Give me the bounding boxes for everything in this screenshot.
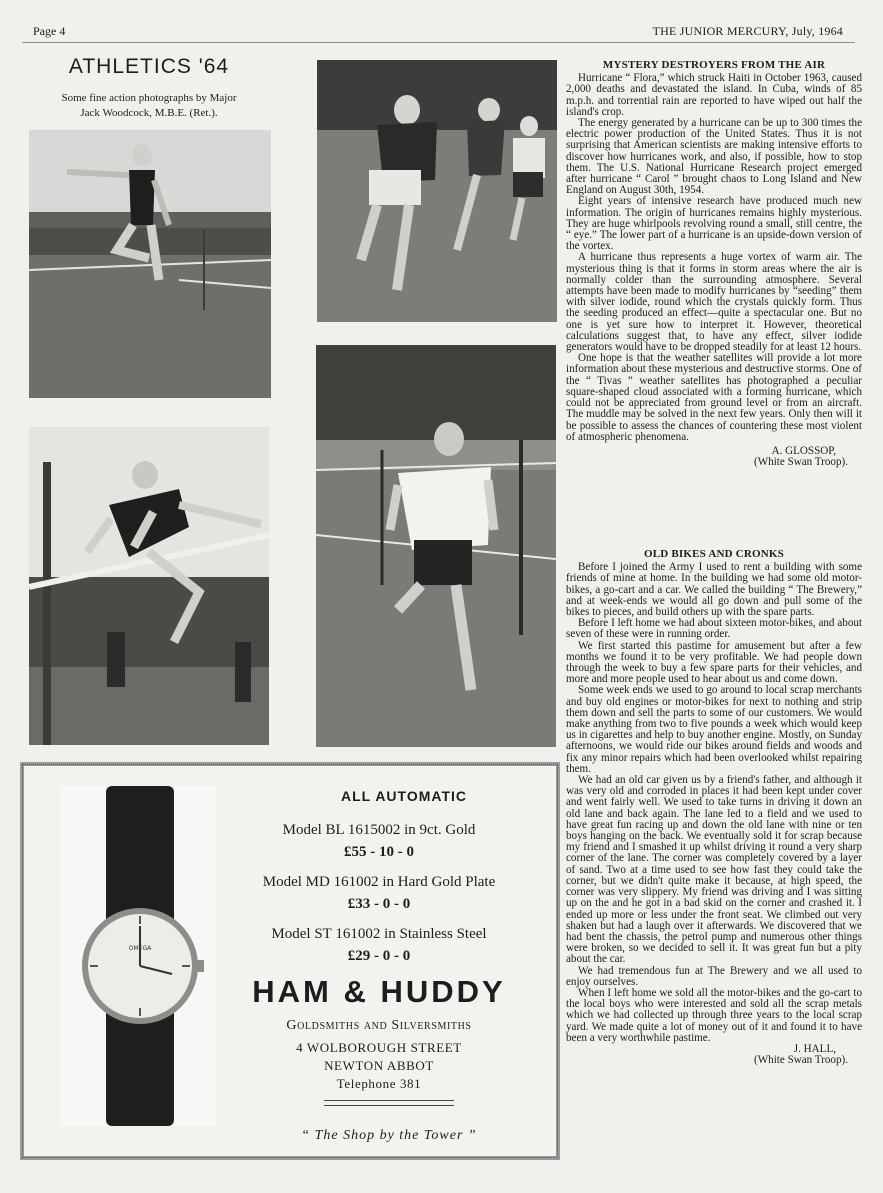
article2-author: J. HALL, <box>793 1042 836 1055</box>
article2-paragraph: We had an old car given us by a friend's father, and although it was very old and corroded in places it had been kept under cover and went fairly well. We used to take turns in driving it down an old lane and back again. The lane led to a field and we used to have great fun racing up and down the old lane with nine or ten boys hanging on the back. We eventually sold it for scrap because my friend and I smashed it up whilst driving it round a very sharp corner of the lane. The corner was completely covered by a layer of sand. Two at a time used to see how fast they could take the corner, but we didn't quite make it because, at high speed, the corner was very slippery. My friend was driving and I was sitting up on the and he got in a bad skid on the corner and crashed it. I ended up more or less under the front seat. We climbed out very shaken but had a laugh over it afterwards. We discovered that we had bent the chassis, the petrol pump and numerous other things were broken, so we decided to sell it. It was great fun but a pity about the car. <box>566 774 862 966</box>
article1-paragraph: One hope is that the weather satellites will provide a lot more information about these mysterious and destructive storms. One of the “ Tivas ” weather satellites has photographed a peculiar square-shaped cloud associated with a forming hurricane, which could not be appreciated from ground level or from an aircraft. The muddle may be solved in the next few years. Only then will it be possible to assess the chances of countering these most violent of atmospheric phenomena. <box>566 352 862 443</box>
model-st-name: Model ST 161002 in Stainless Steel <box>271 926 487 942</box>
shop-town: NEWTON ABBOT <box>324 1058 434 1073</box>
article2-paragraph: We first started this pastime for amusement but after a few months we found it to be very profitable. We had people down through the week to buy a few spare parts for their vehicles, and more and more people used to hear about us and come down. <box>566 639 862 686</box>
ham-huddy-advert <box>20 762 560 1160</box>
athletics-title: ATHLETICS '64 <box>68 55 230 78</box>
article2-paragraph: When I left home we sold all the motor-bikes and the go-cart to the local boys who were interested and sold all the scrap metals which we had collected up through three years to the local scrap yard. We made quite a lot of money out of it and found it to have been a very worthwhile pastime. <box>566 986 862 1044</box>
article1-paragraph: The energy generated by a hurricane can be up to 300 times the electric power production of the United States. Thus it is not surprising that American scientists are making intensive efforts to discover how hurricanes work, and also, if possible, how to stop them. The U.S. National Hurricane Research project emerged after hurricane “ Carol ” brought chaos to Long Island and New England on August 30th, 1954. <box>566 117 862 197</box>
header-rule <box>22 42 855 43</box>
model-md-price: £33 - 0 - 0 <box>347 896 411 912</box>
advert-rule <box>324 1100 454 1106</box>
article1-troop: (White Swan Troop). <box>754 456 848 469</box>
omega-watch-image <box>60 786 216 1126</box>
article1-headline: MYSTERY DESTROYERS FROM THE AIR <box>602 59 826 71</box>
article2-paragraph: Some week ends we used to go around to local scrap merchants and buy old engines or motor-bikes for next to nothing and strip them down and sell the parts to some of our customers. We would make anything from two to five pounds a week which would keep us in cigarettes and help to buy another engine. Mostly, on Sunday afternoons, we would ride our bikes around fields and woods and fix any minor repairs which had been overlooked whilst repairing them. <box>566 684 862 775</box>
model-bl-name: Model BL 1615002 in 9ct. Gold <box>282 822 476 838</box>
article1-paragraph: Eight years of intensive research have produced much new information. The origin of hurricanes remains highly mysterious. They are huge whirlpools revolving round a small, still centre, the “ eye.” The lower part of a hurricane is an upside-down version of the vortex. <box>566 195 862 253</box>
article-old-bikes <box>566 549 862 1066</box>
article2-paragraph: Before I joined the Army I used to rent a building with some friends of mine at home. In the building we had some old motor-bikes, a go-cart and a car. We called the building “ The Brewery,” and at week-ends we would all go down and pull some of the bikes to pieces, and build others up with the spare parts. <box>566 561 862 619</box>
athletics-subtitle <box>40 91 258 121</box>
watch-brand-text: OMEGA <box>128 945 152 952</box>
page-number: Page 4 <box>33 24 66 38</box>
shop-motto: “ The Shop by the Tower ” <box>301 1128 477 1143</box>
athletics-subtitle-line2: Jack Woodcock, M.B.E. (Ret.). <box>80 107 218 119</box>
article2-troop: (White Swan Troop). <box>754 1054 848 1067</box>
shop-phone: Telephone 381 <box>336 1076 422 1091</box>
shop-street: 4 WOLBOROUGH STREET <box>296 1040 462 1055</box>
shop-name: HAM & HUDDY <box>252 974 506 1009</box>
article1-paragraph: Hurricane “ Flora,” which struck Haiti in October 1963, caused 2,000 deaths and devastated the island. In Cuba, winds of 85 m.p.h. and torrential rain are reported to have wiped out half the island's crop. <box>566 72 862 118</box>
article-mystery-destroyers <box>566 60 862 468</box>
model-md-name: Model MD 161002 in Hard Gold Plate <box>262 874 496 890</box>
photo-runner <box>316 345 556 747</box>
photo-hurdles <box>29 427 269 745</box>
article2-paragraph: Before I left home we had about sixteen motor-bikes, and about seven of these were in running order. <box>566 617 862 641</box>
model-st-price: £29 - 0 - 0 <box>347 948 411 964</box>
publication-header: THE JUNIOR MERCURY, July, 1964 <box>652 24 843 38</box>
photo-sprint <box>317 60 557 322</box>
model-bl-price: £55 - 10 - 0 <box>344 844 414 860</box>
article1-author: A. GLOSSOP, <box>771 444 836 457</box>
shop-trade: Goldsmiths and Silversmiths <box>286 1018 472 1033</box>
article2-headline: OLD BIKES AND CRONKS <box>643 548 784 560</box>
advert-title: ALL AUTOMATIC <box>340 788 468 804</box>
article1-paragraph: A hurricane thus represents a huge vortex of warm air. The mysterious thing is that it forms in storm areas where the air is normally colder than the surrounding atmosphere. Several attempts have been made to modify hurricanes by “seeding” them with silver iodide, round which the crystals quickly form. Thus the seeding produced an effect—quite a spectacular one. But no one is yet sure how to interpret it. However, theoretical calculations suggest that, to have any effect, silver iodide generators would have to be dropped steadily for at least 12 hours. <box>566 251 862 354</box>
photo-high-jump <box>29 130 271 398</box>
article2-paragraph: We had tremendous fun at The Brewery and we all used to enjoy ourselves. <box>566 964 862 988</box>
athletics-subtitle-line1: Some fine action photographs by Major <box>61 92 237 104</box>
